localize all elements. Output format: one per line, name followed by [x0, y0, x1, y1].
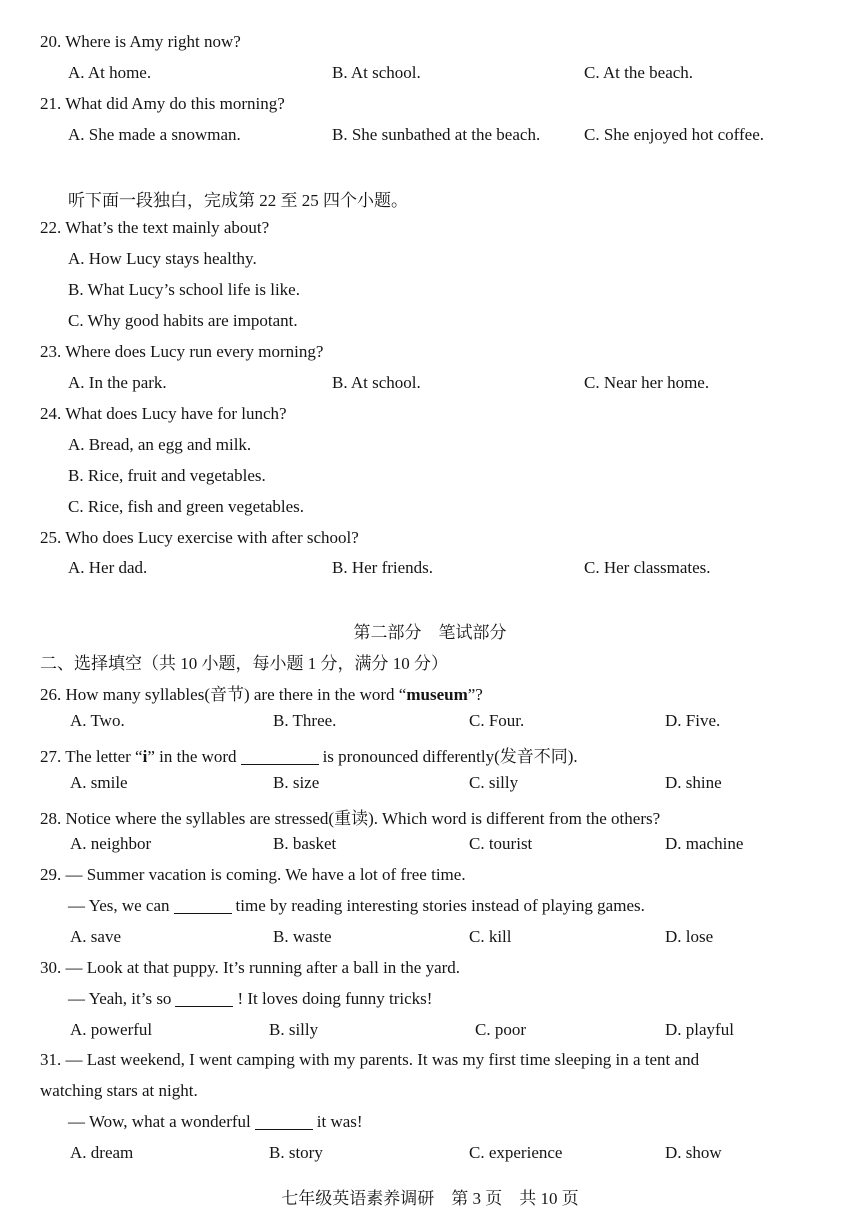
- question-20-stem: 20. Where is Amy right now?: [40, 32, 241, 51]
- q30-blank: [175, 989, 233, 1007]
- q29-line2-pre: — Yes, we can: [68, 896, 170, 915]
- question-26-stem: [40, 680, 483, 705]
- q25-option-b: B. Her friends.: [332, 558, 434, 577]
- q31-option-d: D. show: [665, 1143, 722, 1162]
- question-31-line-1: 31. — Last weekend, I went camping with my parents. It was my first time sleeping in a tent and: [40, 1050, 700, 1069]
- q31-line2-post: it was!: [316, 1112, 363, 1131]
- q28-option-a: A. neighbor: [70, 834, 152, 853]
- q31-option-b: B. story: [269, 1143, 323, 1162]
- q30-option-a: A. powerful: [70, 1020, 153, 1039]
- q26-option-d: D. Five.: [665, 711, 721, 730]
- q26-option-b: B. Three.: [273, 711, 337, 730]
- q29-option-c: C. kill: [469, 927, 512, 946]
- q28-option-b: B. basket: [273, 834, 337, 853]
- page-footer: 七年级英语素养调研 第 3 页 共 10 页: [281, 1189, 579, 1208]
- q27-option-c: C. silly: [469, 773, 519, 792]
- q25-option-c: C. Her classmates.: [584, 558, 711, 577]
- question-30-line-2: [68, 989, 432, 1009]
- q27-stem-letter: i: [142, 747, 148, 766]
- q31-option-a: A. dream: [70, 1143, 134, 1162]
- q26-stem-pre: 26. How many syllables(音节) are there in the word “: [40, 685, 407, 704]
- q31-line2-pre: — Wow, what a wonderful: [68, 1112, 251, 1131]
- q31-option-c: C. experience: [469, 1143, 563, 1162]
- q23-option-b: B. At school.: [332, 373, 421, 392]
- q20-option-c: C. At the beach.: [584, 63, 694, 82]
- q25-option-a: A. Her dad.: [68, 558, 148, 577]
- q30-option-c: C. poor: [475, 1020, 526, 1039]
- part-two-title: 第二部分 笔试部分: [353, 623, 507, 642]
- q22-option-c: C. Why good habits are impotant.: [68, 311, 298, 330]
- question-30-line-1: 30. — Look at that puppy. It’s running after a ball in the yard.: [40, 958, 461, 977]
- q29-line2-post: time by reading interesting stories instead of playing games.: [235, 896, 645, 915]
- q24-option-a: A. Bread, an egg and milk.: [68, 435, 252, 454]
- q20-option-a: A. At home.: [68, 63, 152, 82]
- q27-blank: [241, 747, 319, 765]
- q30-line2-post: ! It loves doing funny tricks!: [237, 989, 433, 1008]
- question-31-line-1-continued: watching stars at night.: [40, 1081, 198, 1100]
- q26-stem-post: ”?: [467, 685, 483, 704]
- question-22-stem: 22. What’s the text mainly about?: [40, 218, 270, 237]
- q24-option-b: B. Rice, fruit and vegetables.: [68, 466, 266, 485]
- q27-stem-post: is pronounced differently(发音不同).: [322, 747, 578, 766]
- q30-line2-pre: — Yeah, it’s so: [68, 989, 172, 1008]
- question-27-stem: [40, 742, 578, 767]
- q30-option-b: B. silly: [269, 1020, 319, 1039]
- q29-option-d: D. lose: [665, 927, 714, 946]
- q27-stem-pre: 27. The letter “: [40, 747, 143, 766]
- q27-option-b: B. size: [273, 773, 320, 792]
- q22-option-b: B. What Lucy’s school life is like.: [68, 280, 300, 299]
- listening-instruction: 听下面一段独白，完成第 22 至 25 四个小题。: [68, 191, 408, 210]
- q21-option-b: B. She sunbathed at the beach.: [332, 125, 541, 144]
- q26-stem-word: museum: [406, 685, 468, 704]
- q27-stem-mid: ” in the word: [147, 747, 237, 766]
- question-25-stem: 25. Who does Lucy exercise with after school?: [40, 528, 359, 547]
- question-29-line-2: [68, 896, 645, 916]
- question-23-stem: 23. Where does Lucy run every morning?: [40, 342, 324, 361]
- q29-blank: [174, 896, 232, 914]
- q28-option-c: C. tourist: [469, 834, 533, 853]
- q31-blank: [255, 1112, 313, 1130]
- q30-option-d: D. playful: [665, 1020, 734, 1039]
- q26-option-a: A. Two.: [70, 711, 125, 730]
- q21-option-c: C. She enjoyed hot coffee.: [584, 125, 765, 144]
- q29-option-a: A. save: [70, 927, 121, 946]
- q22-option-a: A. How Lucy stays healthy.: [68, 249, 257, 268]
- question-31-line-2: [68, 1112, 363, 1132]
- question-28-stem: 28. Notice where the syllables are stressed(重读). Which word is different from the others?: [40, 809, 661, 828]
- q20-option-b: B. At school.: [332, 63, 421, 82]
- q27-option-d: D. shine: [665, 773, 722, 792]
- question-21-stem: 21. What did Amy do this morning?: [40, 94, 285, 113]
- q23-option-c: C. Near her home.: [584, 373, 710, 392]
- q27-option-a: A. smile: [70, 773, 128, 792]
- question-24-stem: 24. What does Lucy have for lunch?: [40, 404, 287, 423]
- section-two-title: 二、选择填空（共 10 小题，每小题 1 分，满分 10 分）: [40, 654, 448, 673]
- question-29-line-1: 29. — Summer vacation is coming. We have a lot of free time.: [40, 865, 466, 884]
- q21-option-a: A. She made a snowman.: [68, 125, 241, 144]
- q24-option-c: C. Rice, fish and green vegetables.: [68, 497, 305, 516]
- q28-option-d: D. machine: [665, 834, 744, 853]
- q29-option-b: B. waste: [273, 927, 332, 946]
- q26-option-c: C. Four.: [469, 711, 525, 730]
- q23-option-a: A. In the park.: [68, 373, 167, 392]
